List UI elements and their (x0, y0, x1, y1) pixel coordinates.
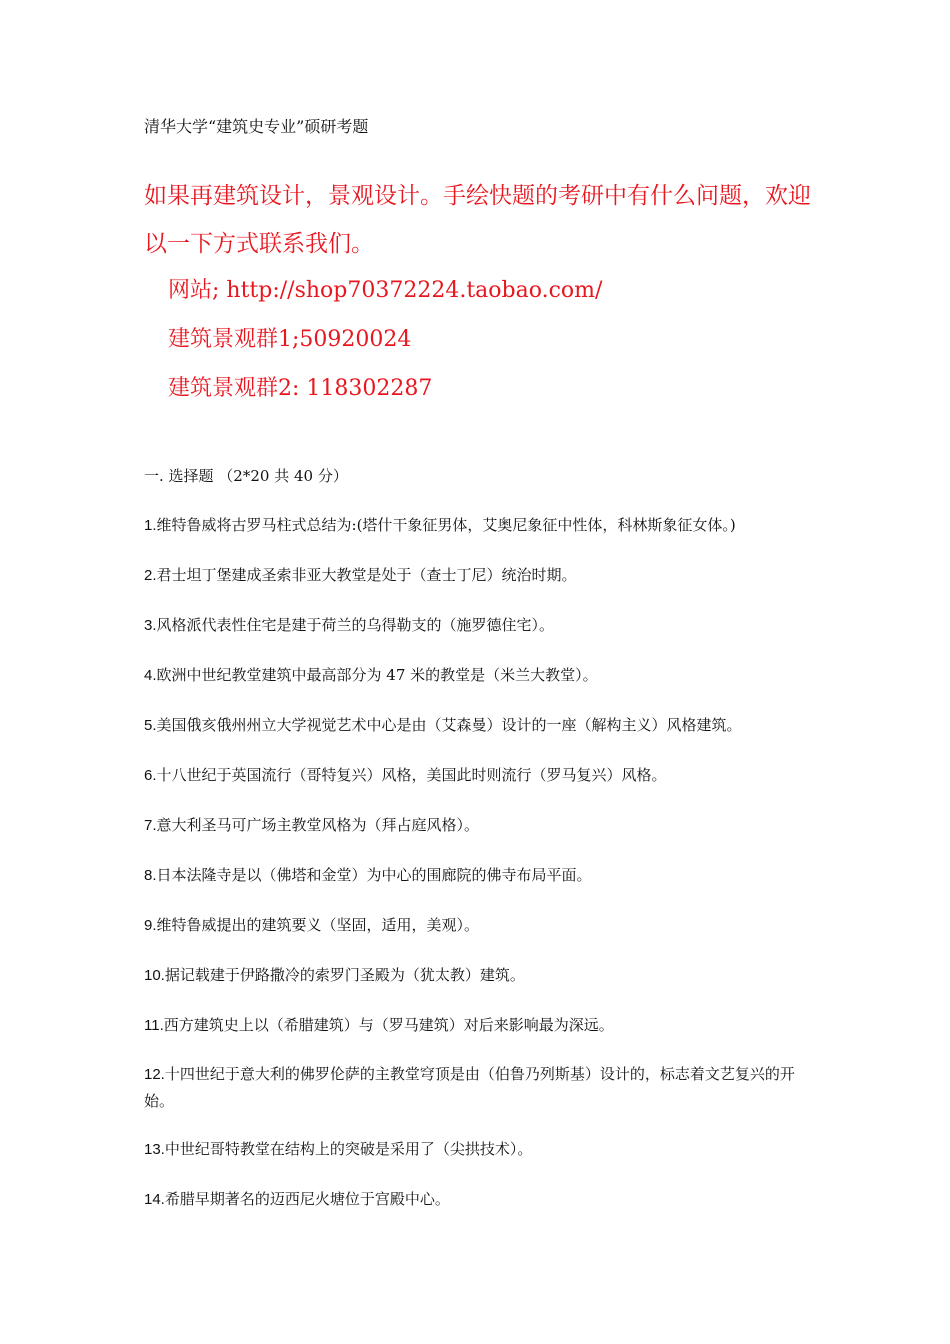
question-item (144, 662, 814, 689)
question-text: 希腊早期著名的迈西尼火塘位于宫殿中心。 (164, 1190, 450, 1208)
question-item (144, 1186, 814, 1213)
question-number: 13. (144, 1141, 165, 1158)
question-number: 3. (144, 617, 157, 634)
question-text: 维特鲁威将古罗马柱式总结为:(塔什干象征男体，艾奥尼象征中性体，科林斯象征女体。) (156, 516, 736, 534)
question-number: 1. (144, 517, 157, 534)
promo-website: 网站; http://shop70372224.taobao.com/ (168, 278, 603, 303)
question-item (144, 862, 814, 889)
question-number: 7. (144, 817, 157, 834)
question-item (144, 912, 814, 939)
question-text: 日本法隆寺是以（佛塔和金堂）为中心的围廊院的佛寺布局平面。 (156, 866, 592, 884)
question-number: 10. (144, 967, 165, 984)
question-item (144, 762, 814, 789)
question-item (144, 612, 814, 639)
question-item (144, 1136, 814, 1163)
question-number: 11. (144, 1017, 164, 1034)
question-item (144, 712, 814, 739)
promo-intro: 如果再建筑设计，景观设计。手绘快题的考研中有什么问题，欢迎以一下方式联系我们。 (144, 183, 811, 257)
question-number: 14. (144, 1191, 165, 1208)
question-text: 十八世纪于英国流行（哥特复兴）风格，美国此时则流行（罗马复兴）风格。 (156, 766, 667, 784)
question-item (144, 562, 814, 589)
question-text: 据记载建于伊路撒冷的索罗门圣殿为（犹太教）建筑。 (164, 966, 525, 984)
promo-group-1: 建筑景观群1;50920024 (168, 327, 412, 352)
question-number: 8. (144, 867, 157, 884)
document-title: 清华大学“建筑史专业”硕研考题 (144, 117, 369, 136)
question-number: 5. (144, 717, 157, 734)
question-number: 9. (144, 917, 157, 934)
question-number: 2. (144, 567, 157, 584)
question-number: 12. (144, 1066, 165, 1083)
question-text: 风格派代表性住宅是建于荷兰的乌得勒支的（施罗德住宅）。 (156, 616, 555, 634)
promo-group-2: 建筑景观群2: 118302287 (168, 376, 433, 401)
question-text: 意大利圣马可广场主教堂风格为（拜占庭风格）。 (156, 816, 480, 834)
question-number: 4. (144, 667, 157, 684)
question-text: 西方建筑史上以（希腊建筑）与（罗马建筑）对后来影响最为深远。 (163, 1016, 614, 1034)
question-item (144, 1061, 814, 1114)
question-item (144, 512, 814, 539)
question-text: 十四世纪于意大利的佛罗伦萨的主教堂穹顶是由（伯鲁乃列斯基）设计的，标志着文艺复兴的开始。 (144, 1065, 795, 1110)
question-text: 维特鲁威提出的建筑要义（坚固，适用，美观）。 (156, 916, 480, 934)
question-item (144, 1012, 814, 1039)
question-number: 6. (144, 767, 157, 784)
section-heading: 一. 选择题 （2*20 共 40 分） (144, 467, 348, 485)
question-text: 欧洲中世纪教堂建筑中最高部分为 47 米的教堂是（米兰大教堂）。 (156, 666, 598, 684)
question-item (144, 962, 814, 989)
question-text: 君士坦丁堡建成圣索非亚大教堂是处于（查士丁尼）统治时期。 (156, 566, 577, 584)
question-text: 中世纪哥特教堂在结构上的突破是采用了（尖拱技术）。 (164, 1140, 533, 1158)
question-text: 美国俄亥俄州州立大学视觉艺术中心是由（艾森曼）设计的一座（解构主义）风格建筑。 (156, 716, 742, 734)
question-item (144, 812, 814, 839)
